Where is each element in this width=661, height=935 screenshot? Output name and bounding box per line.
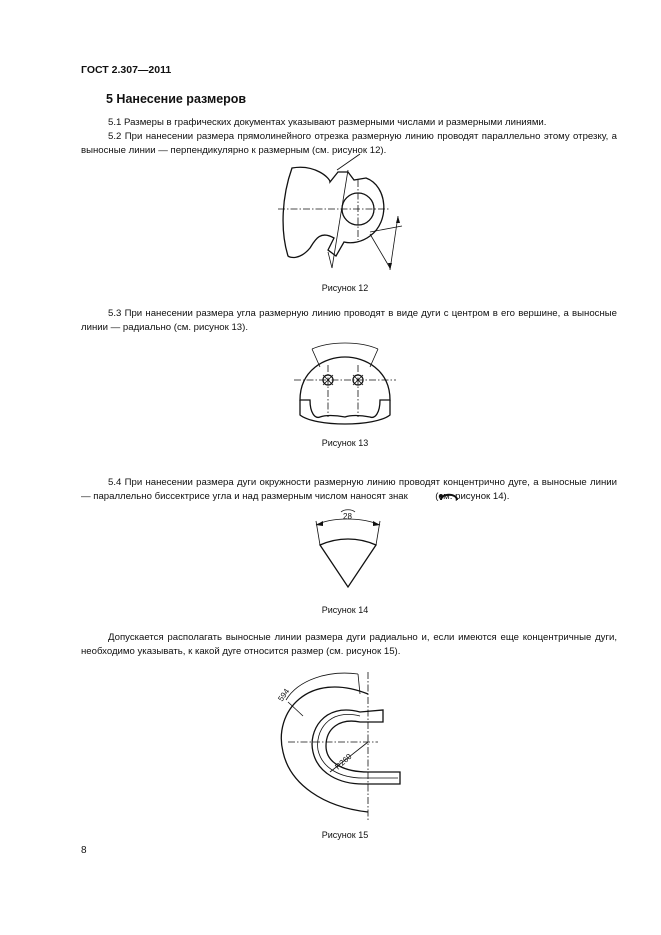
figure-15-arc-label: 594 <box>276 687 292 704</box>
figure-14-dimension-label: 28 <box>343 512 352 521</box>
figure-13-drawing <box>290 345 400 430</box>
paragraph-5-2: 5.2 При нанесении размера прямолинейного отрезка размерную линию проводят параллельно этому отрезку, а выносные линии — перпендикулярно к размерным (см. рисунок 12). <box>81 131 617 156</box>
figure-14-caption: Рисунок 14 <box>321 605 369 615</box>
figure-15-caption: Рисунок 15 <box>321 830 369 840</box>
figure-12-caption: Рисунок 12 <box>321 283 369 293</box>
figure-15-drawing <box>268 672 413 822</box>
section-title: 5 Нанесение размеров <box>106 92 247 106</box>
arc-sign-icon <box>411 492 433 501</box>
paragraph-allow: Допускается располагать выносные линии размера дуги радиально и, если имеются еще концентричные дуги, необходимо указывать, к какой дуге относится размер (см. рисунок 15). <box>81 632 617 657</box>
paragraph-5-4-text: 5.4 При нанесении размера дуги окружности размерную линию проводят концентрично дуге, а выносные линии — параллельно биссектрисе угла и над размерным числом наносят знак <box>81 477 617 502</box>
paragraph-5-3: 5.3 При нанесении размера угла размерную линию проводят в виде дуги с центром в его вершине, а выносные линии — радиально (см. рисунок 13). <box>81 308 617 333</box>
figure-13-caption: Рисунок 13 <box>321 438 369 448</box>
figure-14-drawing <box>310 505 385 595</box>
figure-12-drawing <box>270 160 420 280</box>
paragraph-5-4-tail: (см. рисунок 14). <box>435 491 510 502</box>
paragraph-5-1: 5.1 Размеры в графических документах указывают размерными числами и размерными линиями. <box>108 117 547 128</box>
figure-15-radius-label: R260 <box>333 752 354 772</box>
page-number: 8 <box>81 845 87 856</box>
document-header: ГОСТ 2.307—2011 <box>81 64 172 76</box>
paragraph-5-4 <box>81 476 617 504</box>
